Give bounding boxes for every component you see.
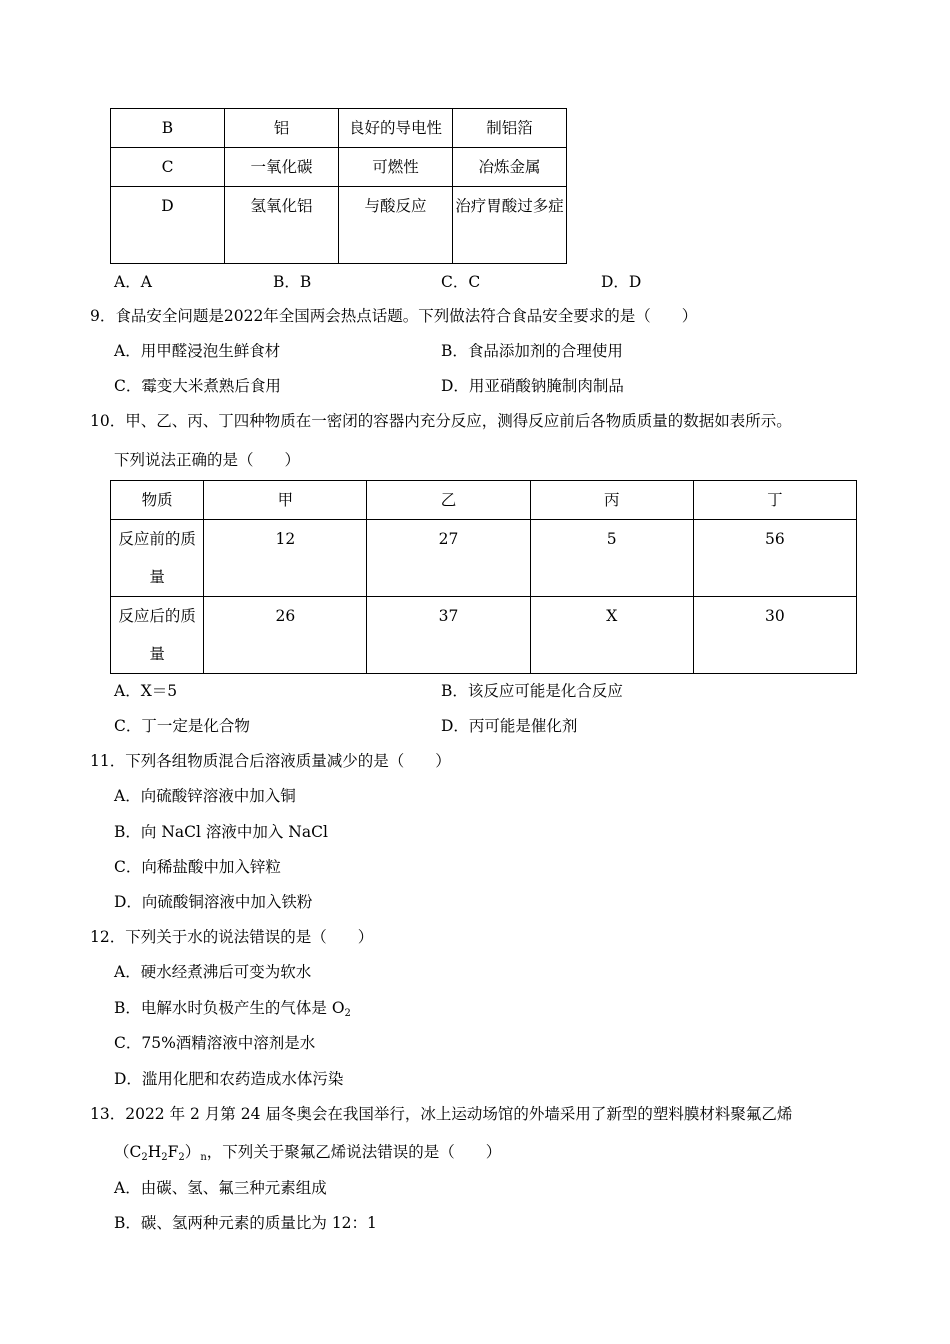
table-cell: 26 — [204, 597, 367, 674]
option-c: C．75%酒精溶液中溶剂是水 — [114, 1034, 316, 1052]
question-10-stem: 10．甲、乙、丙、丁四种物质在一密闭的容器内充分反应，测得反应前后各物质质量的数据如表所示。 — [90, 412, 792, 430]
option-a: A．X＝5 — [114, 682, 178, 700]
option-c: C．向稀盐酸中加入锌粒 — [114, 858, 281, 876]
question-10-stem-continued: 下列说法正确的是（ ） — [114, 451, 301, 469]
subscript: 2 — [344, 1008, 351, 1019]
table-cell: 反应后的质量 — [111, 597, 204, 674]
formula-open: （C — [114, 1143, 142, 1161]
option-b — [114, 998, 351, 1018]
option-b-text: B．电解水时负极产生的气体是 O — [114, 999, 345, 1017]
table-row — [111, 520, 857, 597]
property-use-table — [110, 108, 567, 264]
option-b: B．食品添加剂的合理使用 — [441, 342, 623, 360]
option-d: D．丙可能是催化剂 — [441, 717, 578, 735]
option-a: A．硬水经煮沸后可变为软水 — [114, 963, 312, 981]
option-c: C．丁一定是化合物 — [114, 717, 250, 735]
table-cell: D — [111, 187, 225, 264]
table-cell: 56 — [693, 520, 856, 597]
table-cell: 反应前的质量 — [111, 520, 204, 597]
table-row — [111, 109, 567, 148]
stem-rest: ，下列关于聚氟乙烯说法错误的是（ ） — [206, 1143, 502, 1161]
option-d: D．用亚硝酸钠腌制肉制品 — [441, 377, 624, 395]
table-cell: 良好的导电性 — [339, 109, 453, 148]
subscript: 2 — [178, 1152, 185, 1163]
table-cell: 冶炼金属 — [453, 148, 567, 187]
mass-data-table — [110, 480, 857, 674]
option-b: B．向 NaCl 溶液中加入 NaCl — [114, 823, 328, 841]
table-header-cell: 乙 — [367, 481, 530, 520]
table-cell: 制铝箔 — [453, 109, 567, 148]
option-c: C．霉变大米煮熟后食用 — [114, 377, 281, 395]
table-row — [111, 481, 857, 520]
table-cell: 可燃性 — [339, 148, 453, 187]
option-a: A．用甲醛浸泡生鲜食材 — [114, 342, 281, 360]
question-11-stem: 11．下列各组物质混合后溶液质量减少的是（ ） — [90, 752, 451, 770]
option-b: B．B — [273, 273, 312, 291]
table-header-cell: 丁 — [693, 481, 856, 520]
question-9-stem: 9．食品安全问题是2022年全国两会热点话题。下列做法符合食品安全要求的是（ ） — [90, 307, 698, 325]
table-header-cell: 物质 — [111, 481, 204, 520]
option-b: B．该反应可能是化合反应 — [441, 682, 623, 700]
table-cell: 12 — [204, 520, 367, 597]
formula-f: F — [167, 1143, 179, 1161]
table-row — [111, 148, 567, 187]
table-cell: 27 — [367, 520, 530, 597]
table-cell: C — [111, 148, 225, 187]
table-header-cell: 甲 — [204, 481, 367, 520]
question-13-stem-continued — [114, 1142, 501, 1162]
subscript: 2 — [141, 1152, 148, 1163]
table-header-cell: 丙 — [530, 481, 693, 520]
table-cell: 与酸反应 — [339, 187, 453, 264]
formula-close: ） — [184, 1143, 201, 1161]
subscript: n — [200, 1152, 207, 1163]
option-a: A．A — [114, 273, 152, 291]
option-a: A．由碳、氢、氟三种元素组成 — [114, 1179, 327, 1197]
question-12-stem: 12．下列关于水的说法错误的是（ ） — [90, 928, 374, 946]
option-d: D．向硫酸铜溶液中加入铁粉 — [114, 893, 313, 911]
table-cell: 37 — [367, 597, 530, 674]
option-d: D．D — [601, 273, 642, 291]
table-cell: 铝 — [225, 109, 339, 148]
table-cell: 一氧化碳 — [225, 148, 339, 187]
option-b: B．碳、氢两种元素的质量比为 12：1 — [114, 1214, 377, 1232]
question-13-stem: 13．2022 年 2 月第 24 届冬奥会在我国举行，冰上运动场馆的外墙采用了新型的塑料膜材料聚氟乙烯 — [90, 1105, 793, 1123]
option-c: C．C — [441, 273, 481, 291]
option-d: D．滥用化肥和农药造成水体污染 — [114, 1070, 344, 1088]
formula-h: H — [147, 1143, 162, 1161]
subscript: 2 — [161, 1152, 168, 1163]
table-cell: 30 — [693, 597, 856, 674]
table-cell: 5 — [530, 520, 693, 597]
option-a: A．向硫酸锌溶液中加入铜 — [114, 787, 296, 805]
table-cell: X — [530, 597, 693, 674]
table-row — [111, 187, 567, 264]
table-row — [111, 597, 857, 674]
table-cell: B — [111, 109, 225, 148]
table-cell: 氢氧化铝 — [225, 187, 339, 264]
table-cell: 治疗胃酸过多症 — [453, 187, 567, 264]
